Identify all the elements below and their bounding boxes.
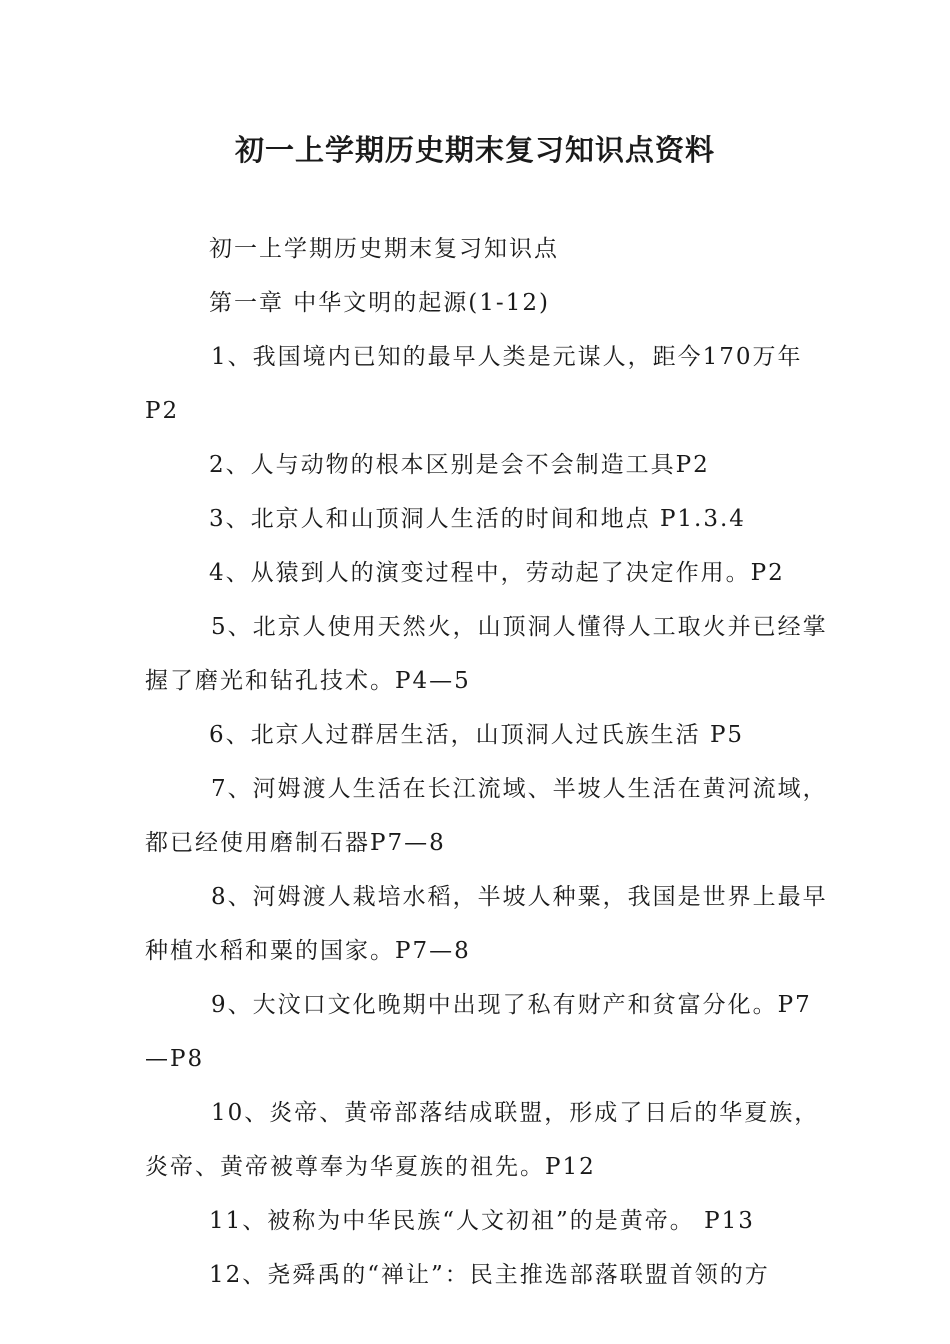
paragraph-item-8: 8、河姆渡人栽培水稻，半坡人种粟，我国是世界上最早种植水稻和粟的国家。P7—8: [145, 884, 828, 964]
paragraph-item-7: 7、河姆渡人生活在长江流域、半坡人生活在黄河流域，都已经使用磨制石器P7—8: [145, 776, 828, 856]
paragraph-item-10: 10、炎帝、黄帝部落结成联盟，形成了日后的华夏族，炎帝、黄帝被尊奉为华夏族的祖先。P12: [145, 1100, 820, 1180]
paragraph-chapter-heading: 第一章 中华文明的起源(1-12): [209, 290, 550, 316]
document-title: 初一上学期历史期末复习知识点资料: [234, 133, 715, 167]
paragraph-item-11: 11、被称为中华民族“人文初祖”的是黄帝。 P13: [209, 1208, 755, 1234]
paragraph-item-4: 4、从猿到人的演变过程中，劳动起了决定作用。P2: [209, 560, 785, 586]
paragraph-item-3: 3、北京人和山顶洞人生活的时间和地点 P1.3.4: [209, 506, 746, 532]
paragraph-item-5: 5、北京人使用天然火，山顶洞人懂得人工取火并已经掌握了磨光和钻孔技术。P4—5: [145, 614, 828, 694]
document-body: [145, 222, 835, 1302]
paragraph-item-2: 2、人与动物的根本区别是会不会制造工具P2: [209, 452, 710, 478]
paragraph-item-6: 6、北京人过群居生活，山顶洞人过氏族生活 P5: [209, 722, 745, 748]
paragraph-item-12: 12、尧舜禹的“禅让”：民主推选部落联盟首领的方: [209, 1262, 770, 1288]
paragraph-item-9: 9、大汶口文化晚期中出现了私有财产和贫富分化。P7—P8: [145, 992, 812, 1072]
paragraph-subtitle: 初一上学期历史期末复习知识点: [209, 236, 559, 262]
paragraph-item-1: 1、我国境内已知的最早人类是元谋人，距今170万年P2: [145, 344, 803, 424]
